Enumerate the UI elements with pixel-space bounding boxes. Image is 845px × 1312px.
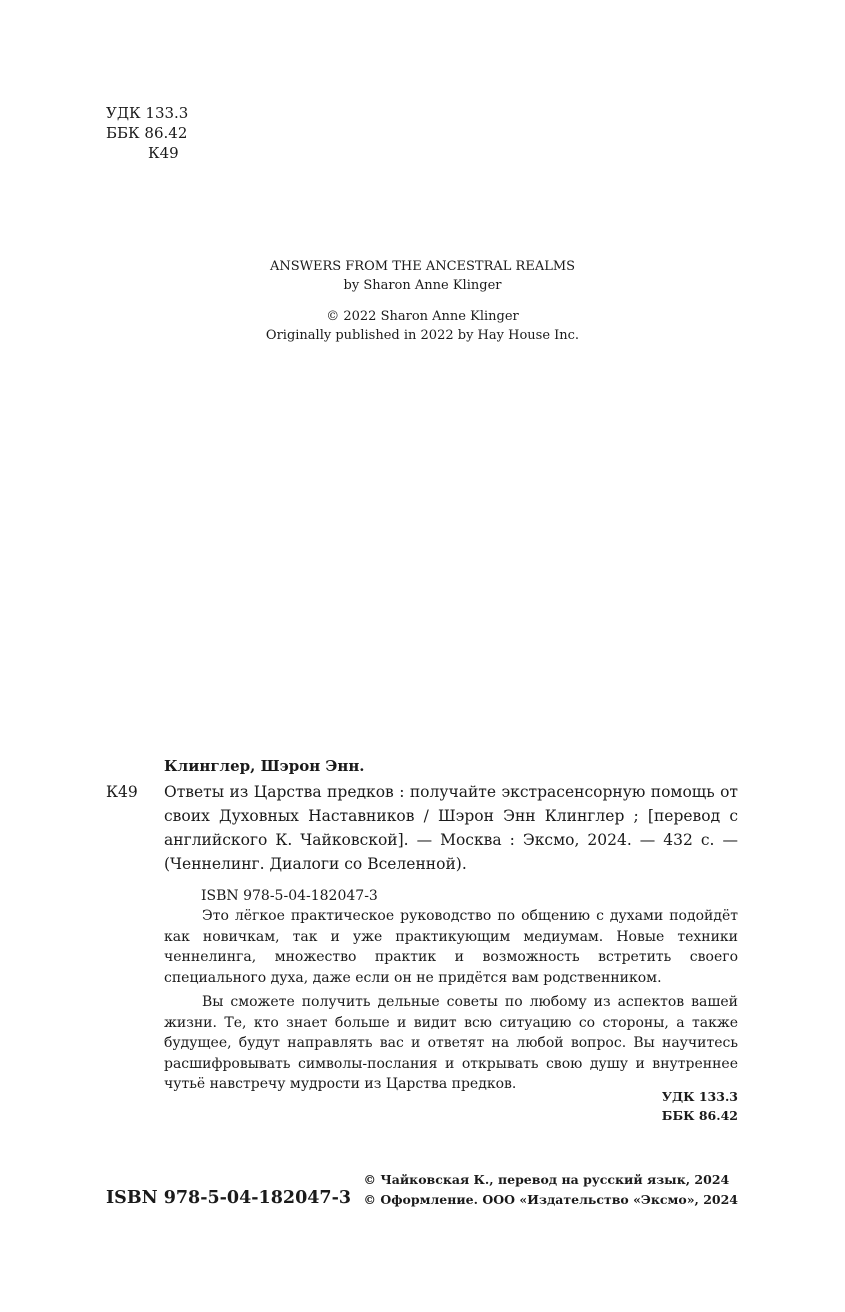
footer-copyright	[364, 1170, 738, 1210]
classification-block	[106, 103, 188, 163]
original-copyright: © 2022 Sharon Anne Klinger	[326, 309, 519, 324]
author-mark: К49	[148, 144, 179, 162]
bib-description: Ответы из Царства предков : получайте экстрасенсорную помощь от своих Духовных Наставников / Шэрон Энн Клинглер ; [перевод с английского К. Чайковской]. — Москва : Эксмо, 2024. — 432 с. — (Ченнелинг. Диалоги со Вселенной).	[164, 783, 738, 873]
copyright-design: © Оформление. ООО «Издательство «Эксмо», 2024	[363, 1192, 738, 1207]
original-publisher: Originally published in 2022 by Hay House Inc.	[265, 328, 580, 343]
original-title: ANSWERS FROM THE ANCESTRAL REALMS	[269, 259, 576, 274]
original-author: by Sharon Anne Klinger	[343, 278, 502, 293]
udk-code-bottom: УДК 133.3	[661, 1089, 738, 1104]
udk-code: УДК 133.3	[106, 104, 189, 122]
copyright-translation: © Чайковская К., перевод на русский язык, 2024	[363, 1172, 730, 1187]
annotation-paragraph-2: Вы сможете получить дельные советы по любому из аспектов вашей жизни. Те, кто знает больше и видит всю ситуацию со стороны, а также будущее, будут направлять вас и ответят на любой вопрос. Вы научитесь расшифровывать символы-послания и открывать свою душу и внутреннее чутьё навстречу мудрости из Царства предков.	[164, 994, 738, 1092]
bib-isbn: ISBN 978-5-04-182047-3	[201, 888, 378, 904]
bbk-code-bottom: ББК 86.42	[661, 1108, 738, 1123]
original-edition-block	[0, 257, 845, 345]
annotation	[164, 906, 738, 1099]
annotation-paragraph-1: Это лёгкое практическое руководство по общению с духами подойдёт как новичкам, так и уже практикующим медиумам. Новые техники ченнелинга, множество практик и возможность встретить своего специального духа, даже если он не придётся вам родственником.	[164, 908, 738, 986]
bbk-code: ББК 86.42	[106, 124, 188, 142]
bib-author-mark: К49	[106, 783, 138, 801]
codes-bottom	[662, 1087, 738, 1125]
footer-isbn: ISBN 978-5-04-182047-3	[106, 1188, 352, 1208]
bib-author-heading: Клинглер, Шэрон Энн.	[164, 757, 365, 775]
bibliographic-record	[106, 756, 738, 906]
